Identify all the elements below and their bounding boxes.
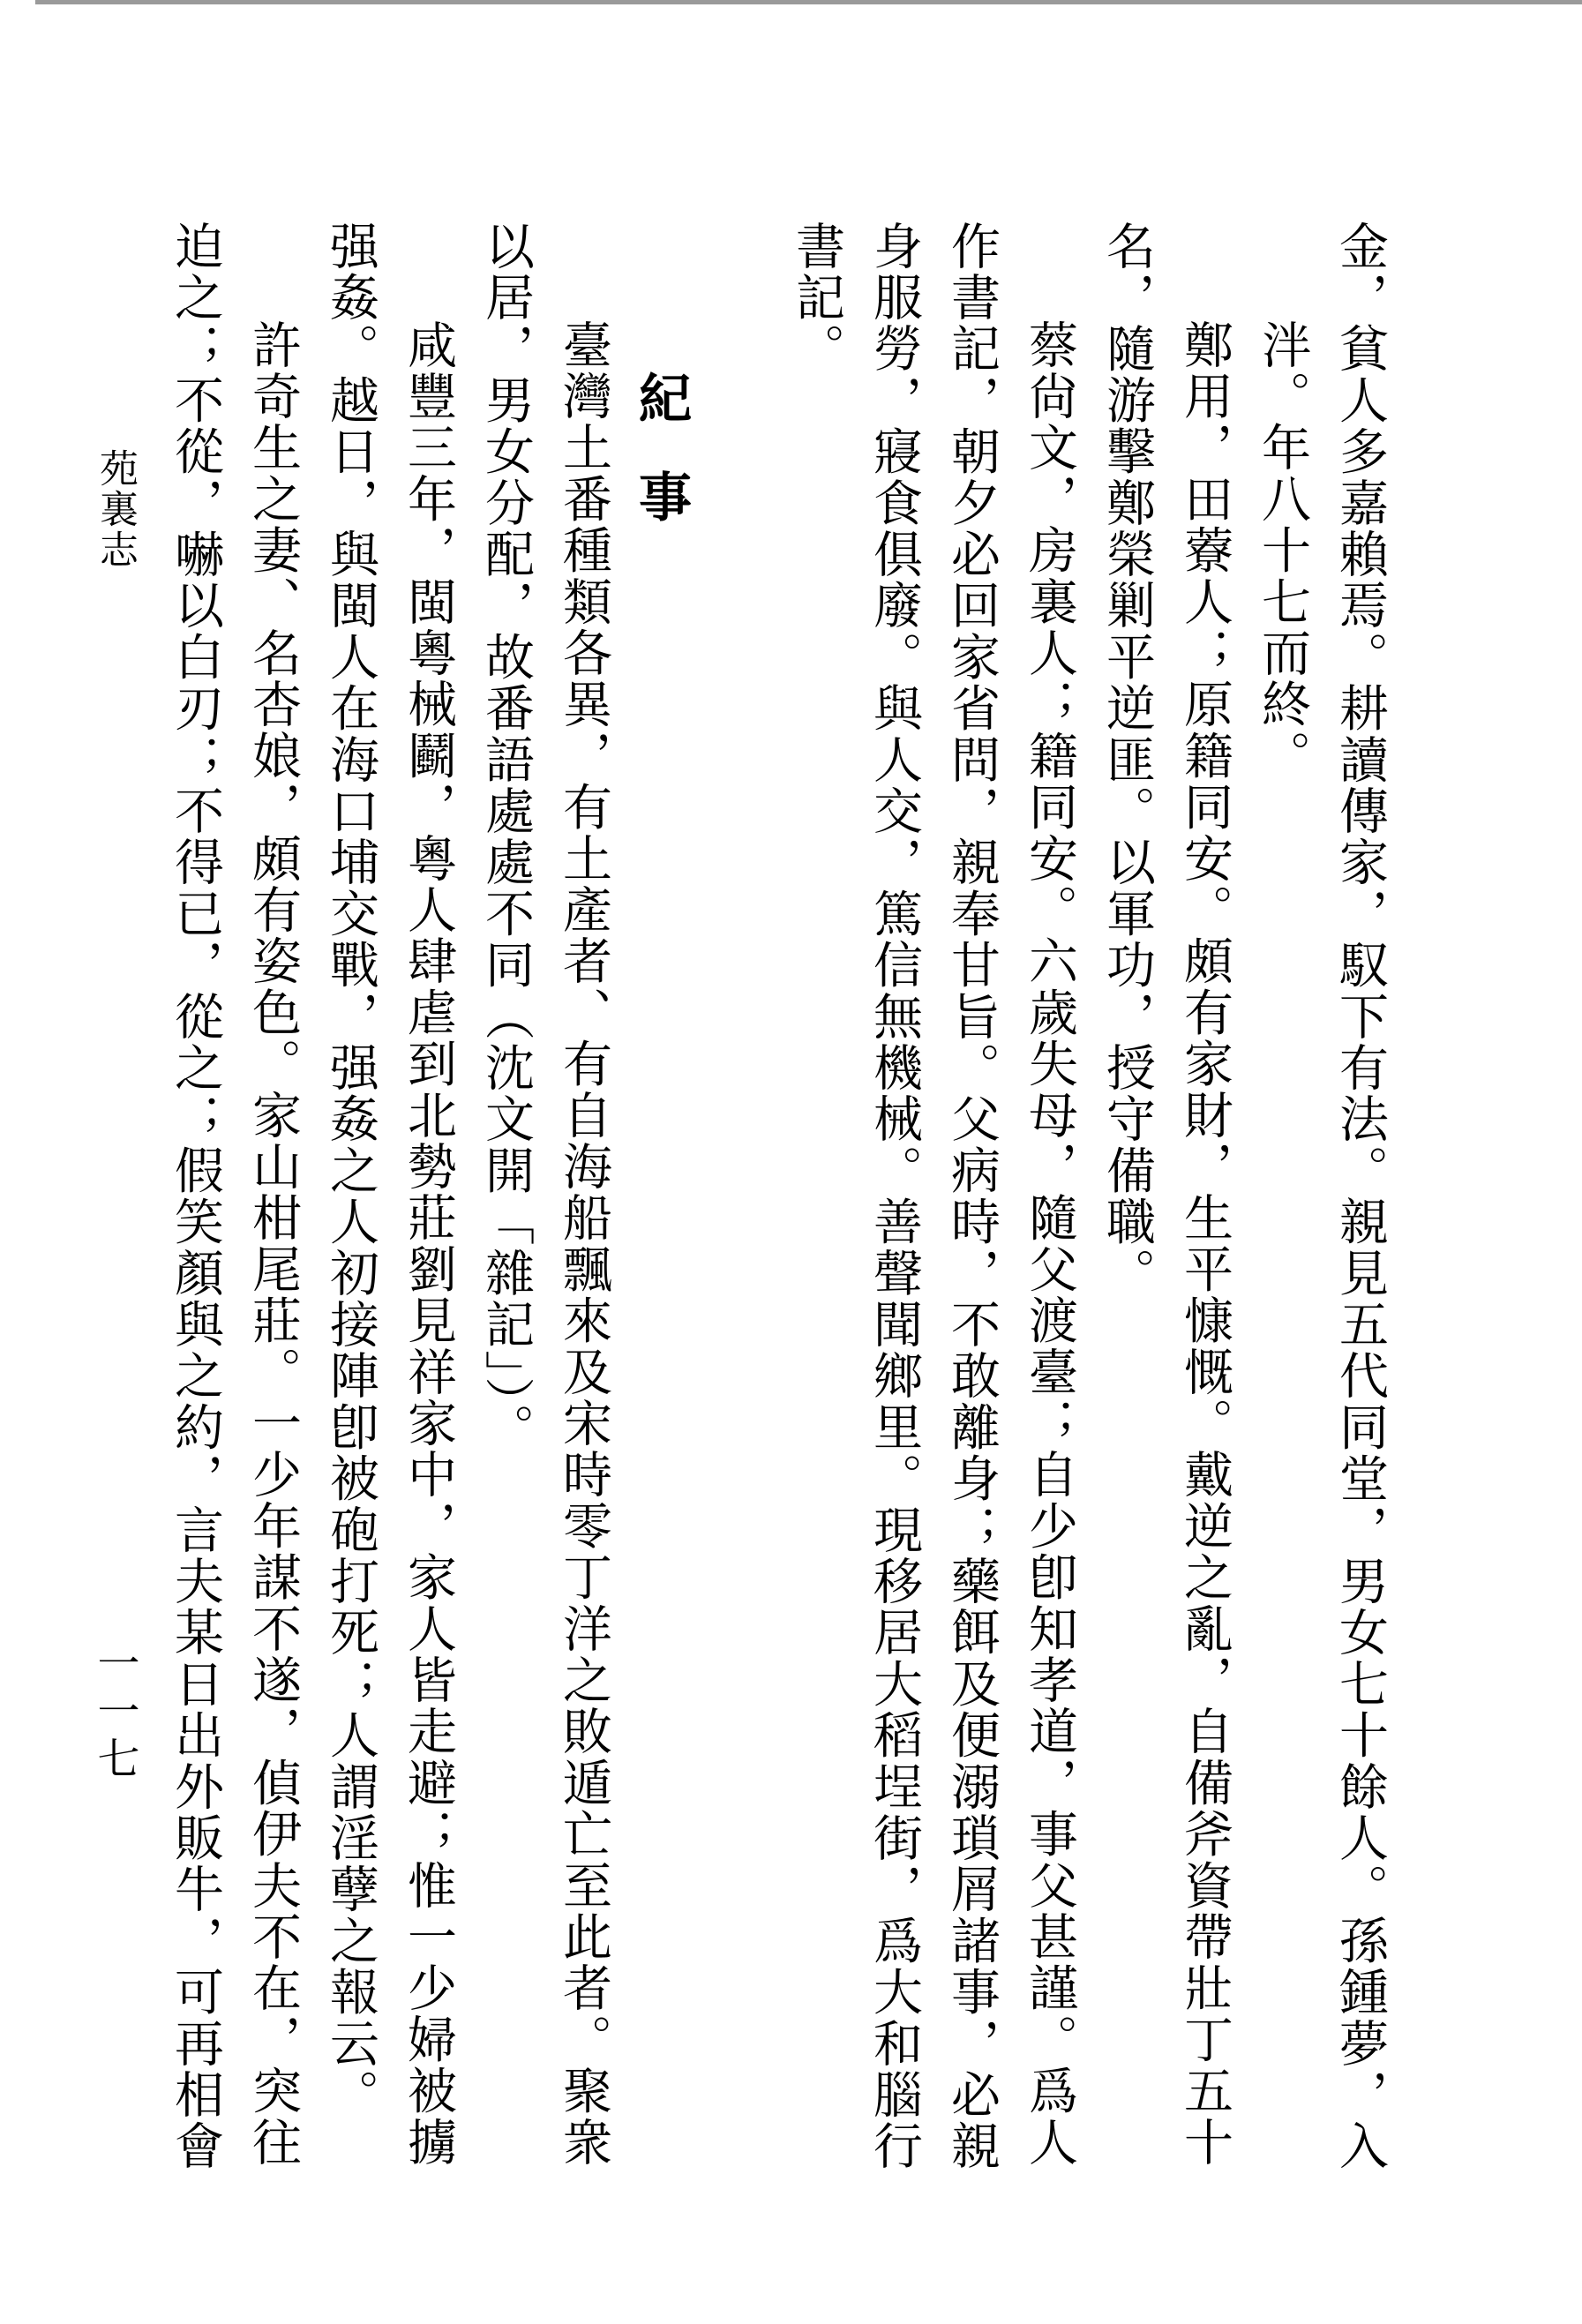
column-gap	[700, 221, 777, 2162]
text-column: 作書記，朝夕必回家省問，親奉甘旨。父病時，不敢離身；藥餌及便溺瑣屑諸事，必親	[943, 221, 1001, 2172]
section-heading: 紀事	[630, 371, 692, 568]
text-column: 身服勞，寢食俱廢。與人交，篤信無機械。善聲聞鄉里。現移居大稻埕街，爲大和腦行	[866, 221, 923, 2172]
page-number: 一一七	[90, 1641, 139, 1784]
text-column: 蔡尙文，房裏人；籍同安。六歲失母，隨父渡臺；自少卽知孝道，事父甚謹。爲人	[1021, 319, 1078, 2169]
text-column: 泮。年八十七而終。	[1254, 319, 1311, 782]
text-column: 名，隨游擊鄭榮剿平逆匪。以軍功，授守備職。	[1098, 221, 1156, 1300]
vertical-text-body	[167, 221, 1398, 2172]
text-column: 迫之；不從，嚇以白刃；不得已，從之；假笑顏與之約，言夫某日出外販牛，可再相會	[167, 221, 224, 2172]
text-column: 書記。	[788, 221, 845, 375]
text-column: 鄭用，田藔人；原籍同安。頗有家財，生平慷慨。戴逆之亂，自備斧資帶壯丁五十	[1176, 319, 1233, 2169]
text-column: 咸豐三年，閩粵械鬬，粵人肆虐到北勢莊劉見祥家中，家人皆走避；惟一少婦被擄	[400, 319, 457, 2169]
scan-top-edge	[35, 0, 1582, 4]
text-column: 臺灣土番種類各異，有土產者、有自海船飄來及宋時零丁洋之敗遁亡至此者。聚衆	[555, 319, 612, 2169]
text-column: 以居，男女分配，故番語處處不同（沈文開「雜記」）。	[477, 221, 535, 1455]
book-title: 苑裏志	[93, 448, 138, 570]
text-column: 許奇生之妻、名杏娘，頗有姿色。家山柑尾莊。一少年謀不遂，偵伊夫不在，突往	[244, 319, 302, 2169]
text-column: 金，貧人多嘉賴焉。耕讀傳家，馭下有法。親見五代同堂，男女七十餘人。孫鍾夢，入	[1331, 221, 1389, 2172]
text-column: 强姦。越日，與閩人在海口埔交戰，强姦之人初接陣卽被砲打死；人謂淫孽之報云。	[322, 221, 379, 2121]
